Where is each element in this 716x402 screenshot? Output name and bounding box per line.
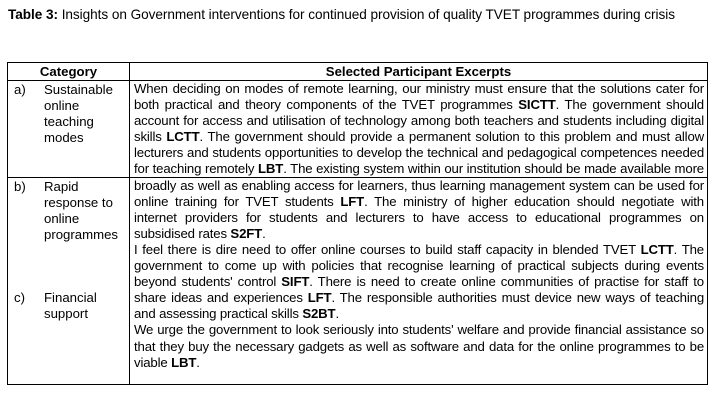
participant-excerpts: [134, 81, 704, 371]
participant-code: LFT: [340, 193, 365, 209]
excerpt-paragraph: [134, 81, 704, 242]
participant-code: LCTT: [640, 241, 674, 257]
excerpt-paragraph: [134, 242, 704, 322]
category-b-label: Rapid response to online programmes: [44, 179, 119, 242]
excerpt-text: . The ministry of higher education should negotiate with internet providers for students and lecturers to have access to educational programmes on subsidised rates: [134, 193, 704, 241]
participant-code: S2BT: [302, 306, 336, 322]
category-c-number: c): [14, 290, 25, 305]
header-category: Category: [39, 64, 98, 79]
category-b: [14, 179, 128, 259]
excerpt-text: . The government should account for access and utilisation of technology among both teachers and students including digital skills: [134, 97, 704, 145]
excerpt-paragraph: [134, 322, 704, 370]
category-c: [14, 290, 128, 330]
category-a: [14, 82, 128, 162]
participant-code: SICTT: [518, 97, 556, 113]
participant-code: LCTT: [166, 129, 200, 145]
participant-code: LBT: [258, 161, 284, 177]
excerpt-text: When deciding on modes of remote learning, our ministry must ensure that the solutions cater for both practical and theory components of the TVET programmes: [134, 81, 704, 113]
excerpt-text: . There is need to create online communities of practise for staff to share ideas and experiences: [134, 274, 704, 306]
excerpt-text: We urge the government to look seriously into students' welfare and provide financial assistance so that they buy the necessary gadgets as well as software and data for the online programmes to be viable: [134, 322, 704, 370]
header-excerpts: Selected Participant Excerpts: [325, 64, 512, 79]
excerpt-text: . The government to come up with policies that recognise learning of practical subjects during events beyond students' control: [134, 241, 704, 290]
insights-table: [7, 62, 708, 385]
category-b-number: b): [14, 179, 26, 194]
excerpt-text: I feel there is dire need to offer online courses to build staff capacity in blended TVET: [134, 241, 641, 257]
category-a-number: a): [14, 82, 26, 97]
excerpt-text: .: [196, 354, 200, 370]
excerpt-text: . The government should provide a permanent solution to this problem and must allow lecturers and students opportunities to develop the technical and pedagogical competences needed for teaching remotely: [134, 129, 704, 177]
table-caption-label: Table 3:: [8, 7, 58, 22]
table-caption: [8, 7, 708, 23]
category-a-label: Sustainable online teaching modes: [44, 82, 113, 145]
table-caption-text: Insights on Government interventions for continued provision of quality TVET programmes during crisis: [57, 7, 675, 22]
category-c-label: Financial support: [44, 290, 97, 321]
excerpt-text: .: [335, 306, 339, 322]
participant-code: SIFT: [281, 274, 310, 290]
excerpt-text: . The existing system within our institution should be made available more broadly as well as enabling access for learners, thus learning management system can be used for online training for TVET students: [134, 161, 704, 209]
participant-code: LFT: [307, 290, 332, 306]
participant-code: S2FT: [230, 225, 263, 241]
excerpt-text: .: [262, 225, 266, 241]
participant-code: LBT: [171, 354, 197, 370]
excerpt-text: . The responsible authorities must device new ways of teaching and assessing practical skills: [134, 290, 704, 322]
